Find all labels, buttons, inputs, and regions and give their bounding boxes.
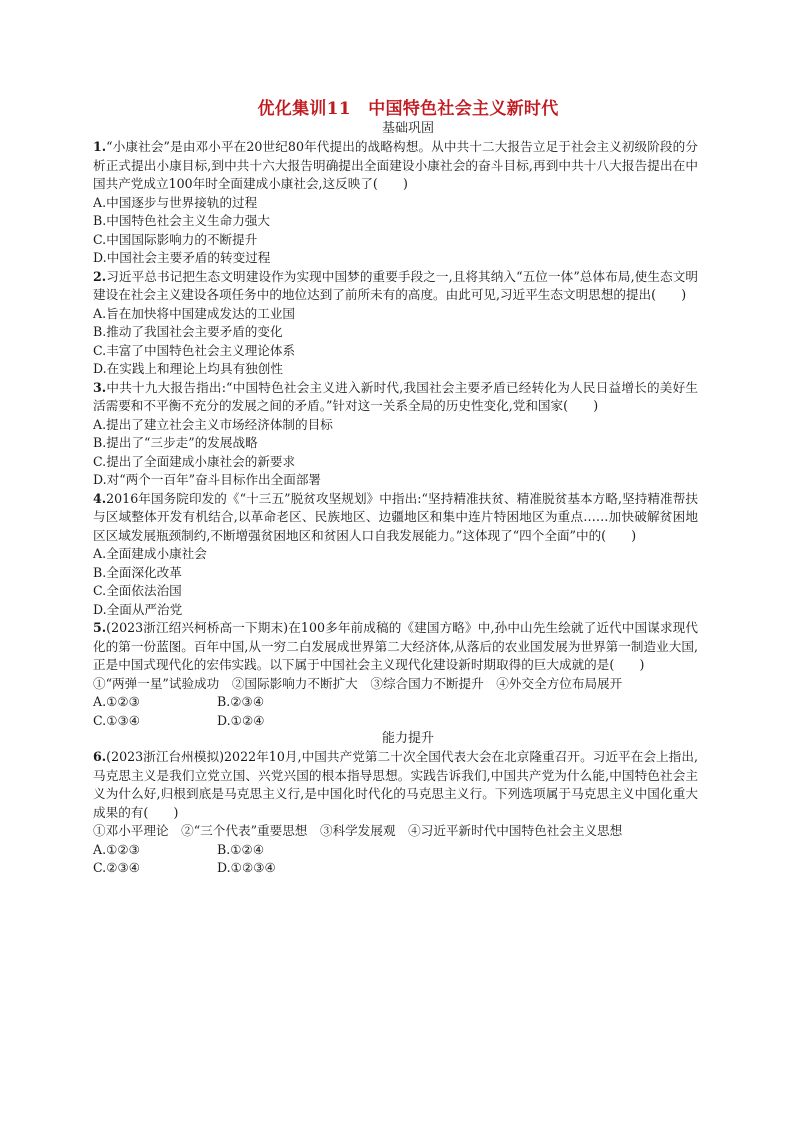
question-text: (2023浙江绍兴柯桥高一下期末)在100多年前成稿的《建国方略》中,孙中山先生绘就了近代中国谋求现代化的第一份蓝图。百年中国,从一穷二白发展成世界第二大经济体,从落后的农业国发展为世界第一制造业大国,正是中国式现代化的宏伟实践。以下属于中国社会主义现代化建设新时期取得的巨大成就的是( ) — [93, 620, 698, 672]
option-a: A.全面建成小康社会 — [93, 546, 207, 561]
option-b: B.推动了我国社会主要矛盾的变化 — [93, 324, 283, 339]
option-d: D.全面从严治党 — [93, 601, 183, 617]
question-number: 2. — [93, 268, 107, 284]
question-3 — [93, 379, 698, 490]
option-grid — [93, 693, 698, 730]
question-text: 2016年国务院印发的《“十三五”脱贫攻坚规划》中指出:“坚持精准扶贫、精准脱贫基本方略,坚持精准帮扶与区域整体开发有机结合,以革命老区、民族地区、边疆地区和集中连片特困地区为重点……加快破解贫困地区区域发展瓶颈制约,不断增强贫困地区和贫困人口自我发展能力。”这体现了“四个全面”中的( ) — [93, 490, 698, 543]
option-b: B.提出了“三步走”的发展战略 — [93, 435, 258, 450]
option-a: A.①②③ — [93, 841, 140, 857]
option-a: A.①②③ — [93, 694, 140, 709]
option-c: C.丰富了中国特色社会主义理论体系 — [93, 342, 296, 358]
option-d: D.中国社会主要矛盾的转变过程 — [93, 250, 271, 265]
question-number: 3. — [93, 379, 107, 395]
option-d: D.对“两个一百年”奋斗目标作出全面部署 — [93, 472, 322, 487]
option-c: C.①③④ — [93, 712, 141, 728]
question-text: (2023浙江台州模拟)2022年10月,中国共产党第二十次全国代表大会在北京隆重召开。习近平在会上指出,马克思主义是我们立党立国、兴党兴国的根本指导思想。实践告诉我们,中国共产党为什么能,中国特色社会主义为什么好,归根到底是马克思主义行,是中国化时代化的马克思主义行。下列选项属于马克思主义中国化重大成果的有( ) — [93, 749, 698, 820]
option-d: D.①②④ — [217, 712, 265, 728]
option-a: A.旨在加快将中国建成发达的工业国 — [93, 305, 296, 321]
question-items: ①邓小平理论 ②“三个代表”重要思想 ③科学发展观 ④习近平新时代中国特色社会主义思想 — [93, 823, 623, 838]
question-1 — [93, 138, 698, 268]
question-number: 4. — [93, 490, 107, 506]
option-b: B.①②④ — [217, 841, 265, 857]
option-d: D.在实践上和理论上均具有独创性 — [93, 361, 283, 376]
question-stem — [93, 268, 698, 305]
question-number: 5. — [93, 620, 107, 635]
option-c: C.②③④ — [93, 860, 141, 875]
question-stem — [93, 748, 698, 822]
option-a: A.中国逐步与世界接轨的过程 — [93, 194, 258, 210]
question-5 — [93, 619, 698, 730]
question-stem — [93, 379, 698, 416]
question-2 — [93, 268, 698, 379]
option-grid — [93, 841, 698, 878]
question-text: 中共十九大报告指出:“中国特色社会主义进入新时代,我国社会主要矛盾已经转化为人民日益增长的美好生活需要和不平衡不充分的发展之间的矛盾。”针对这一关系全局的历史性变化,党和国家( ) — [93, 379, 698, 413]
option-b: B.②③④ — [217, 694, 265, 709]
page-title: 优化集训11 中国特色社会主义新时代 — [257, 99, 559, 119]
option-b: B.中国特色社会主义生命力强大 — [93, 213, 270, 228]
option-c: C.中国国际影响力的不断提升 — [93, 231, 258, 247]
worksheet-page — [93, 98, 698, 878]
option-d: D.①②③④ — [217, 860, 276, 875]
section-heading-basic: 基础巩固 — [381, 121, 434, 136]
question-items: ①“两弹一星”试验成功 ②国际影响力不断扩大 ③综合国力不断提升 ④外交全方位布局展开 — [93, 675, 623, 691]
question-4 — [93, 490, 698, 620]
option-b: B.全面深化改革 — [93, 564, 182, 580]
option-c: C.全面依法治国 — [93, 583, 182, 598]
option-a: A.提出了建立社会主义市场经济体制的目标 — [93, 416, 333, 432]
question-text: “小康社会”是由邓小平在20世纪80年代提出的战略构想。从中共十二大报告立足于社会主义初级阶段的分析正式提出小康目标,到中共十六大报告明确提出全面建设小康社会的奋斗目标,再到中共十八大报告提出在中国共产党成立100年时全面建成小康社会,这反映了( ) — [93, 139, 698, 191]
question-stem — [93, 619, 698, 675]
question-number: 1. — [93, 139, 107, 154]
question-stem — [93, 490, 698, 546]
question-text: 习近平总书记把生态文明建设作为实现中国梦的重要手段之一,且将其纳入“五位一体”总体布局,使生态文明建设在社会主义建设各项任务中的地位达到了前所未有的高度。由此可见,习近平生态文明思想的提出( ) — [93, 268, 698, 302]
question-stem — [93, 138, 698, 194]
option-c: C.提出了全面建成小康社会的新要求 — [93, 453, 296, 469]
question-number: 6. — [93, 749, 107, 764]
question-6 — [93, 748, 698, 878]
section-heading-advanced: 能力提升 — [381, 731, 434, 746]
